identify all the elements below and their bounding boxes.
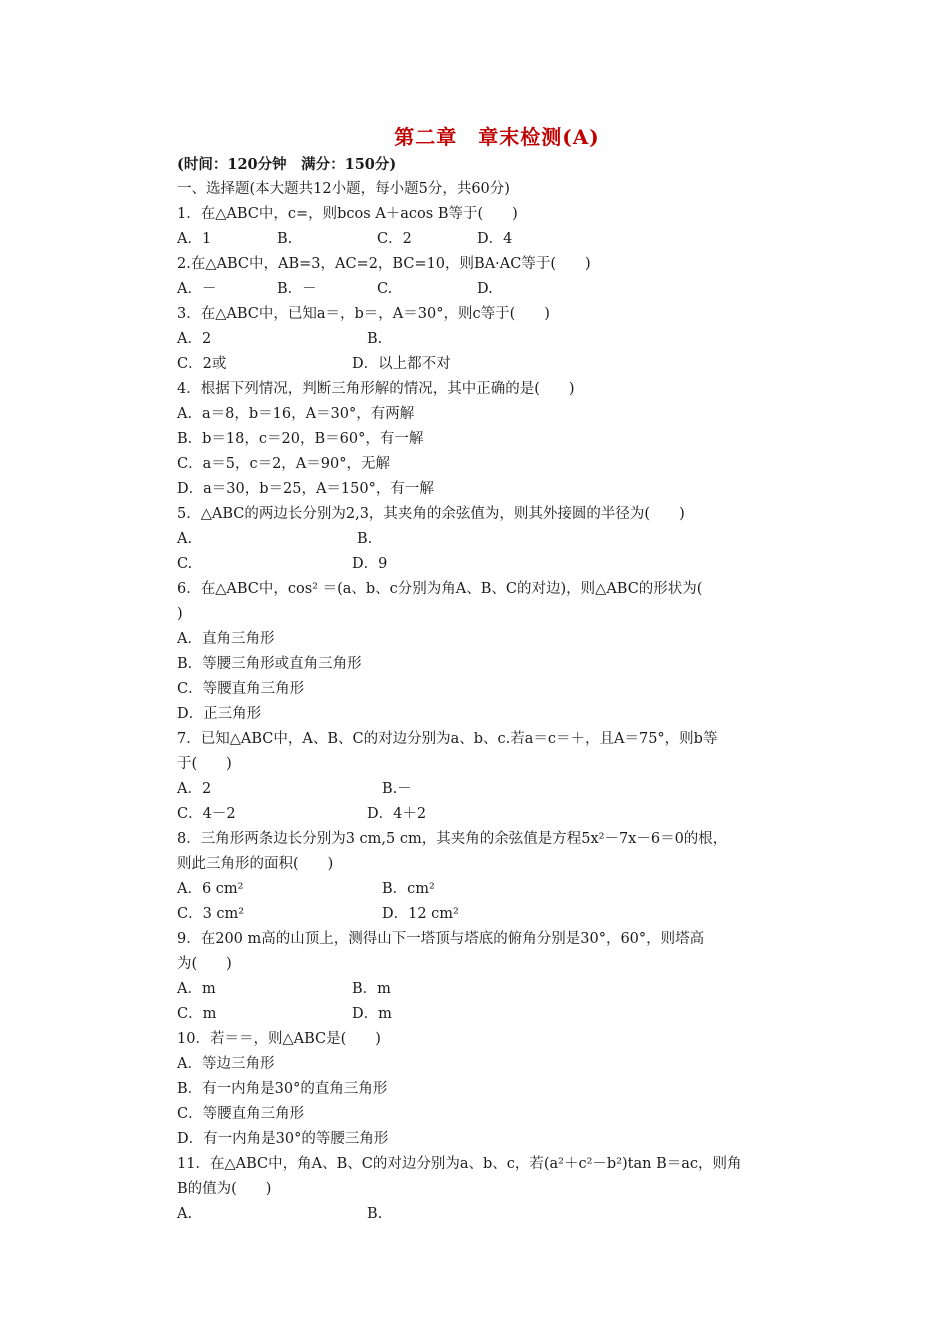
option: B. <box>357 531 373 547</box>
option: D．9 <box>352 556 388 572</box>
option: D. <box>477 281 493 297</box>
option: D．a＝30，b＝25，A＝150°，有一解 <box>177 481 434 497</box>
exam-meta: (时间：120分钟 满分：150分) <box>177 156 397 173</box>
option: A．2 <box>177 331 212 347</box>
option: B. <box>367 331 383 347</box>
document-page <box>177 122 817 1227</box>
option-row <box>177 527 817 552</box>
option: C. <box>177 556 193 572</box>
option: D．正三角形 <box>177 706 262 722</box>
section-heading: 一、选择题(本大题共12小题，每小题5分，共60分) <box>177 181 510 197</box>
option: A．6 cm² <box>177 881 244 897</box>
question-stem: 10．若＝＝，则△ABC是( ) <box>177 1031 381 1047</box>
option: B. <box>367 1206 383 1222</box>
option-row <box>177 1002 817 1027</box>
question-stem: 11．在△ABC中，角A、B、C的对边分别为a、b、c，若(a²＋c²－b²)tan B＝ac，则角 <box>177 1156 742 1172</box>
option: D．m <box>352 1006 392 1022</box>
option: C．3 cm² <box>177 906 245 922</box>
option: D．以上都不对 <box>352 356 451 372</box>
option-row <box>177 327 817 352</box>
option-row <box>177 227 817 252</box>
option: D．4＋2 <box>367 806 427 822</box>
question-stem: 6．在△ABC中，cos² ＝(a、b、c分别为角A、B、C的对边)，则△ABC的形状为( <box>177 581 703 597</box>
question-stem: 1．在△ABC中，c=，则bcos A＋acos B等于( ) <box>177 206 518 222</box>
page-title: 第二章 章末检测(A) <box>394 125 600 149</box>
option: A. <box>177 1206 193 1222</box>
option-row <box>177 277 817 302</box>
question-stem-continued: ) <box>177 606 183 622</box>
option: C．m <box>177 1006 217 1022</box>
option: C．2或 <box>177 356 227 372</box>
option: A．1 <box>177 231 212 247</box>
option-row <box>177 552 817 577</box>
option: A．直角三角形 <box>177 631 275 647</box>
question-stem-continued: 于( ) <box>177 756 232 772</box>
option: A．a＝8，b＝16，A＝30°，有两解 <box>177 406 415 422</box>
option: B.－ <box>382 781 412 797</box>
option: B．－ <box>277 281 317 297</box>
question-stem: 9．在200 m高的山顶上，测得山下一塔顶与塔底的俯角分别是30°，60°，则塔高 <box>177 931 705 947</box>
option: A．等边三角形 <box>177 1056 275 1072</box>
option: B．有一内角是30°的直角三角形 <box>177 1081 388 1097</box>
question-stem-continued: 为( ) <box>177 956 232 972</box>
question-stem-continued: B的值为( ) <box>177 1181 272 1197</box>
option: C．2 <box>377 231 412 247</box>
option: B．cm² <box>382 881 435 897</box>
question-stem: 8．三角形两条边长分别为3 cm,5 cm，其夹角的余弦值是方程5x²－7x－6＝0的根， <box>177 831 728 847</box>
option: B．等腰三角形或直角三角形 <box>177 656 362 672</box>
option: C. <box>377 281 393 297</box>
option: D．有一内角是30°的等腰三角形 <box>177 1131 389 1147</box>
option-row <box>177 877 817 902</box>
option: C．4－2 <box>177 806 236 822</box>
question-stem: 4．根据下列情况，判断三角形解的情况，其中正确的是( ) <box>177 381 575 397</box>
option: C．等腰直角三角形 <box>177 681 305 697</box>
option-row <box>177 902 817 927</box>
question-stem: 7．已知△ABC中，A、B、C的对边分别为a、b、c.若a＝c＝＋，且A＝75°，则b等 <box>177 731 718 747</box>
option: A. <box>177 531 193 547</box>
option: D．4 <box>477 231 513 247</box>
option: A．－ <box>177 281 217 297</box>
option: C．a＝5，c＝2，A＝90°，无解 <box>177 456 390 472</box>
option: B．b＝18，c＝20，B＝60°，有一解 <box>177 431 424 447</box>
option: D．12 cm² <box>382 906 459 922</box>
option-row <box>177 1202 817 1227</box>
option: A．m <box>177 981 216 997</box>
question-stem: 5．△ABC的两边长分别为2,3，其夹角的余弦值为，则其外接圆的半径为( ) <box>177 506 685 522</box>
question-stem: 2.在△ABC中，AB=3，AC=2，BC=10，则BA·AC等于( ) <box>177 256 591 272</box>
option: C．等腰直角三角形 <box>177 1106 305 1122</box>
option: B．m <box>352 981 391 997</box>
option: A．2 <box>177 781 212 797</box>
option-row <box>177 352 817 377</box>
option: B. <box>277 231 293 247</box>
option-row <box>177 777 817 802</box>
question-stem-continued: 则此三角形的面积( ) <box>177 856 334 872</box>
option-row <box>177 802 817 827</box>
question-stem: 3．在△ABC中，已知a＝，b＝，A＝30°，则c等于( ) <box>177 306 550 322</box>
option-row <box>177 977 817 1002</box>
